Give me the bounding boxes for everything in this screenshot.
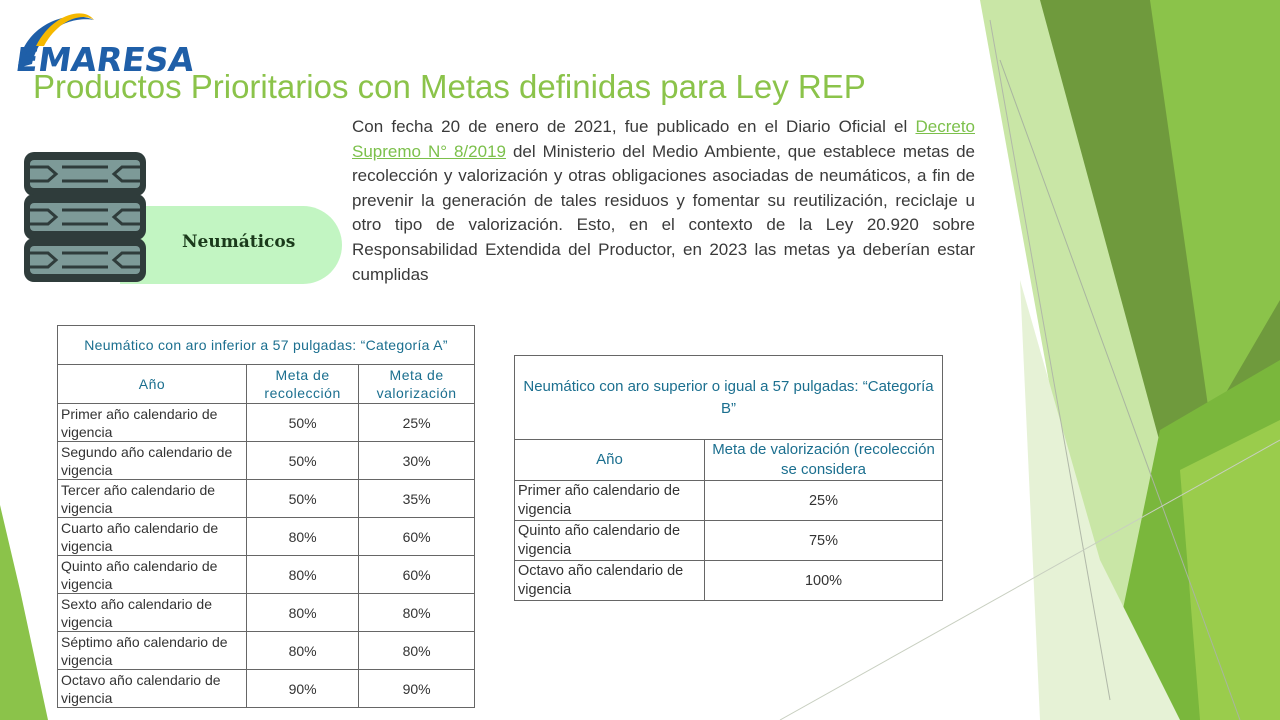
table-row [58, 404, 475, 442]
table-a-valorization-cell: 80% [359, 594, 475, 632]
table-b-valorization-cell: 75% [705, 521, 943, 561]
table-row [58, 442, 475, 480]
table-a-year-cell: Octavo año calendario de vigencia [58, 670, 247, 708]
logo-text: EMARESA [13, 40, 197, 79]
table-row [58, 518, 475, 556]
table-a-header-valorization: Meta de valorización [359, 365, 475, 404]
table-a-valorization-cell: 90% [359, 670, 475, 708]
category-label: Neumáticos [182, 232, 296, 252]
table-row [58, 594, 475, 632]
table-row [58, 480, 475, 518]
table-a-collection-cell: 50% [247, 404, 359, 442]
table-row [58, 670, 475, 708]
table-b-year-cell: Primer año calendario de vigencia [515, 481, 705, 521]
table-a-year-cell: Sexto año calendario de vigencia [58, 594, 247, 632]
table-a-collection-cell: 80% [247, 632, 359, 670]
table-row [515, 561, 943, 601]
table-a-header-year: Año [58, 365, 247, 404]
page-title: Productos Prioritarios con Metas definidas para Ley REP [33, 68, 866, 105]
paragraph-text-after: del Ministerio del Medio Ambiente, que establece metas de recolección y valorización y otras obligaciones asociadas de neumáticos, a fin de prevenir la generación de tales residuos y fomentar su reutilización, reciclaje u otro tipo de valorización. Esto, en el contexto de la Ley 20.920 sobre Responsabilidad Extendida del Productor, en 2023 las metas ya deberían estar cumplidas [352, 141, 975, 284]
decree-link[interactable]: Decreto Supremo N° 8/2019 [352, 117, 975, 161]
paragraph-text-before: Con fecha 20 de enero de 2021, fue publicado en el Diario Oficial el [352, 117, 916, 136]
table-a-year-cell: Tercer año calendario de vigencia [58, 480, 247, 518]
table-a-collection-cell: 80% [247, 594, 359, 632]
table-row [515, 521, 943, 561]
table-row [515, 481, 943, 521]
table-b-year-cell: Quinto año calendario de vigencia [515, 521, 705, 561]
table-b-valorization-cell: 100% [705, 561, 943, 601]
table-a-year-cell: Primer año calendario de vigencia [58, 404, 247, 442]
table-b-caption: Neumático con aro superior o igual a 57 pulgadas: “Categoría B” [515, 356, 943, 440]
table-category-a [57, 325, 475, 708]
table-a-collection-cell: 80% [247, 556, 359, 594]
table-b-valorization-cell: 25% [705, 481, 943, 521]
table-a-valorization-cell: 60% [359, 518, 475, 556]
table-a-year-cell: Cuarto año calendario de vigencia [58, 518, 247, 556]
tire-icon [22, 150, 148, 284]
table-a-year-cell: Segundo año calendario de vigencia [58, 442, 247, 480]
table-a-collection-cell: 50% [247, 480, 359, 518]
table-a-collection-cell: 50% [247, 442, 359, 480]
table-a-valorization-cell: 30% [359, 442, 475, 480]
intro-paragraph [352, 115, 975, 287]
table-a-valorization-cell: 80% [359, 632, 475, 670]
table-row [58, 556, 475, 594]
table-b-header-valorization: Meta de valorización (recolección se considera [705, 440, 943, 481]
table-row [58, 632, 475, 670]
table-category-b [514, 355, 943, 601]
table-a-caption: Neumático con aro inferior a 57 pulgadas: “Categoría A” [58, 326, 475, 365]
table-a-valorization-cell: 60% [359, 556, 475, 594]
table-a-collection-cell: 90% [247, 670, 359, 708]
table-a-header-collection: Meta de recolección [247, 365, 359, 404]
table-a-year-cell: Quinto año calendario de vigencia [58, 556, 247, 594]
table-a-year-cell: Séptimo año calendario de vigencia [58, 632, 247, 670]
table-a-valorization-cell: 35% [359, 480, 475, 518]
table-b-header-year: Año [515, 440, 705, 481]
table-a-collection-cell: 80% [247, 518, 359, 556]
table-a-valorization-cell: 25% [359, 404, 475, 442]
table-b-year-cell: Octavo año calendario de vigencia [515, 561, 705, 601]
